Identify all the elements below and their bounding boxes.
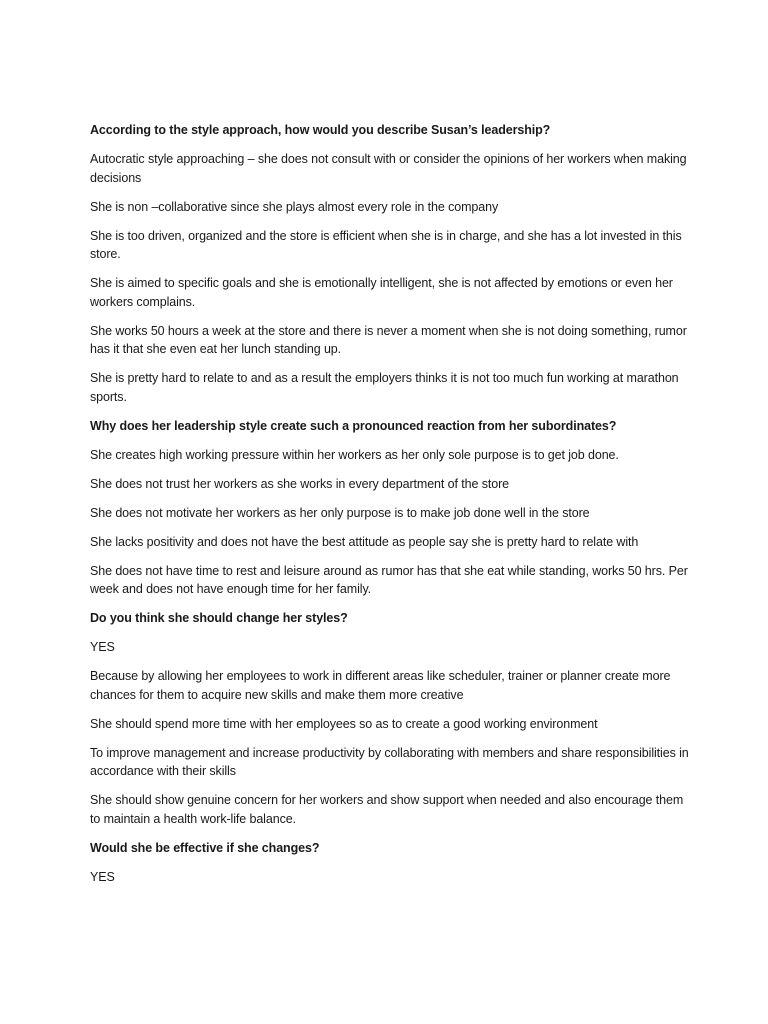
answer-paragraph: She should spend more time with her employees so as to create a good working environment [90, 716, 598, 731]
answer-paragraph: She does not trust her workers as she works in every department of the store [90, 476, 509, 491]
answer-paragraph: Autocratic style approaching – she does not consult with or consider the opinions of her workers when making decisions [90, 152, 687, 185]
question-heading: Would she be effective if she changes? [90, 840, 320, 855]
document-page [90, 121, 690, 897]
answer-paragraph: She is non –collaborative since she plays almost every role in the company [90, 199, 499, 214]
answer-paragraph: She is too driven, organized and the store is efficient when she is in charge, and she has a lot invested in this store. [90, 228, 682, 261]
question-heading: According to the style approach, how would you describe Susan’s leadership? [90, 123, 551, 137]
answer-yes: YES [90, 869, 115, 884]
answer-paragraph: She should show genuine concern for her workers and show support when needed and also encourage them to maintain a health work-life balance. [90, 793, 684, 826]
answer-yes: YES [90, 640, 115, 654]
answer-paragraph: She works 50 hours a week at the store and there is never a moment when she is not doing something, rumor has it that she even eat her lunch standing up. [90, 323, 687, 356]
answer-paragraph: She lacks positivity and does not have the best attitude as people say she is pretty hard to relate with [90, 534, 639, 549]
answer-paragraph: She creates high working pressure within her workers as her only sole purpose is to get job done. [90, 447, 619, 462]
answer-paragraph: She is aimed to specific goals and she is emotionally intelligent, she is not affected by emotions or even her workers complains. [90, 276, 673, 309]
answer-paragraph: To improve management and increase productivity by collaborating with members and share responsibilities in accordance with their skills [90, 745, 689, 778]
question-heading: Why does her leadership style create such a pronounced reaction from her subordinates? [90, 418, 617, 433]
answer-paragraph: Because by allowing her employees to work in different areas like scheduler, trainer or planner create more chances for them to acquire new skills and make them more creative [90, 669, 671, 702]
answer-paragraph: She does not motivate her workers as her only purpose is to make job done well in the store [90, 505, 590, 520]
answer-paragraph: She does not have time to rest and leisure around as rumor has that she eat while standing, works 50 hrs. Per week and does not have enough time for her family. [90, 563, 688, 596]
question-heading: Do you think she should change her styles? [90, 611, 348, 625]
answer-paragraph: She is pretty hard to relate to and as a result the employers thinks it is not too much fun working at marathon sports. [90, 371, 679, 404]
